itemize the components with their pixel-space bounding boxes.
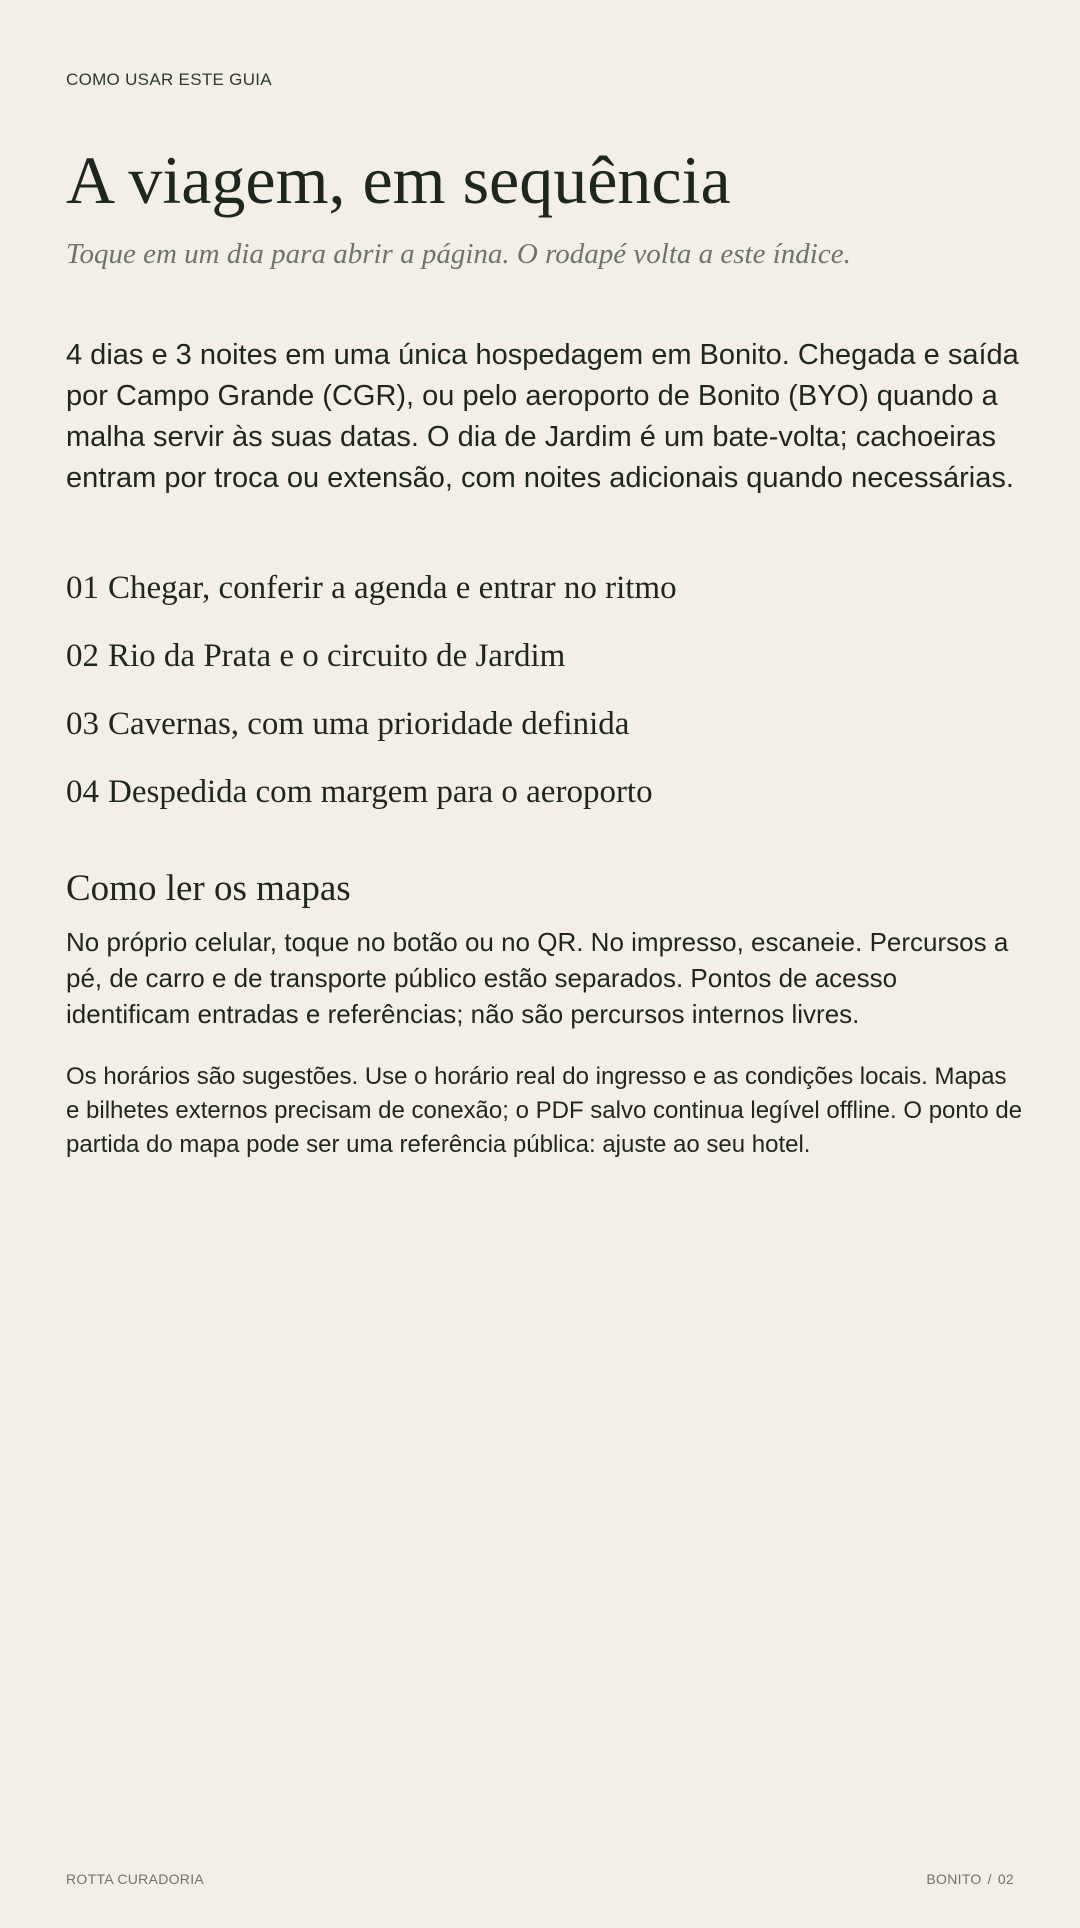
day-link-02[interactable]	[66, 636, 677, 704]
day-label: Rio da Prata e o circuito de Jardim	[108, 638, 566, 674]
day-number: 01	[66, 570, 99, 606]
footer-brand: ROTTA CURADORIA	[66, 1871, 205, 1887]
maps-section-title: Como ler os mapas	[66, 868, 351, 909]
day-number: 04	[66, 774, 99, 810]
day-link-04[interactable]	[66, 772, 677, 840]
section-kicker: COMO USAR ESTE GUIA	[66, 70, 272, 89]
day-number: 02	[66, 638, 99, 674]
day-label: Cavernas, com uma prioridade definida	[108, 706, 630, 742]
day-label: Despedida com margem para o aeroporto	[108, 774, 653, 810]
day-label: Chegar, conferir a agenda e entrar no ritmo	[108, 570, 677, 606]
day-index-list	[66, 568, 677, 840]
footer-destination: BONITO	[926, 1871, 982, 1887]
day-number: 03	[66, 706, 99, 742]
page-subtitle: Toque em um dia para abrir a página. O rodapé volta a este índice.	[66, 238, 851, 270]
maps-paragraph-2: Os horários são sugestões. Use o horário real do ingresso e as condições locais. Mapas e bilhetes externos precisam de conexão; o PDF salvo continua legível offline. O ponto de partida do mapa pode ser uma referência pública: ajuste ao seu hotel.	[66, 1063, 1023, 1158]
intro-paragraph: 4 dias e 3 noites em uma única hospedagem em Bonito. Chegada e saída por Campo Grande (CGR), ou pelo aeroporto de Bonito (BYO) quando a malha servir às suas datas. O dia de Jardim é um bate-volta; cachoeiras entram por troca ou extensão, com noites adicionais quando necessárias.	[66, 339, 1019, 494]
day-link-01[interactable]	[66, 568, 677, 636]
footer-index-link[interactable]	[926, 1871, 1014, 1887]
day-link-03[interactable]	[66, 704, 677, 772]
footer-page-number: 02	[997, 1871, 1014, 1887]
maps-paragraph-1: No próprio celular, toque no botão ou no QR. No impresso, escaneie. Percursos a pé, de carro e de transporte público estão separados. Pontos de acesso identificam entradas e referências; não são percursos internos livres.	[66, 927, 1009, 1029]
footer-separator: /	[987, 1871, 992, 1887]
page-title: A viagem, em sequência	[66, 142, 731, 218]
